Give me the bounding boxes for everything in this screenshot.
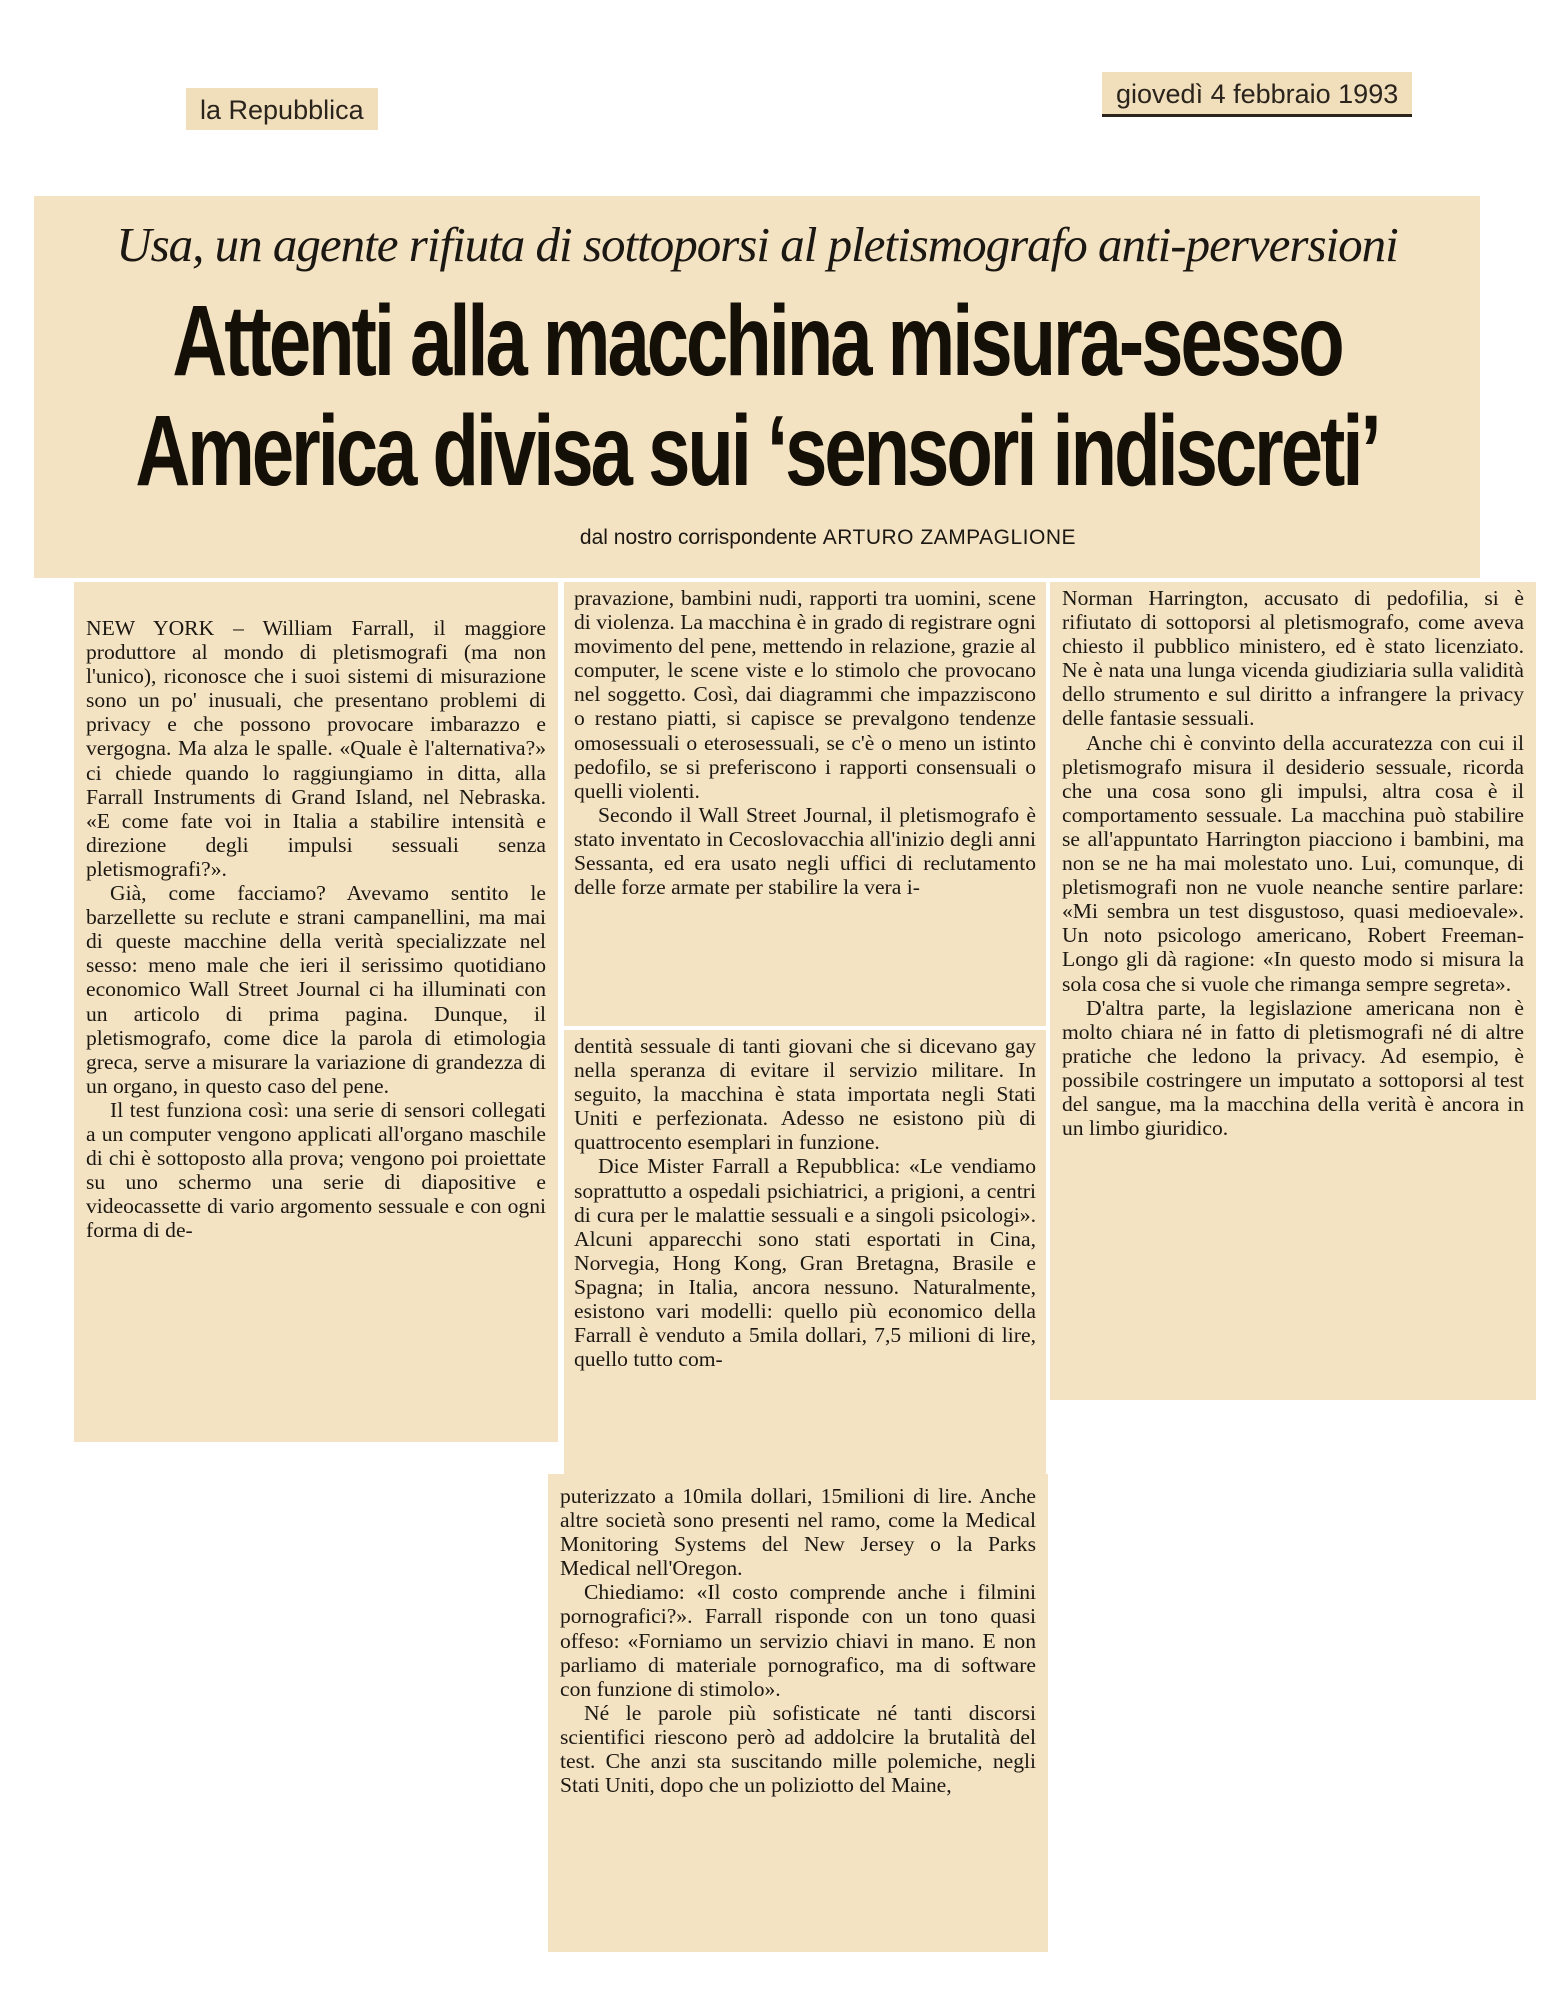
headline-block xyxy=(34,196,1480,578)
article-column-1 xyxy=(74,582,558,1442)
article-column-2-part-1 xyxy=(564,582,1046,1026)
paragraph: Anche chi è convinto della accuratezza con cui il pletismografo misura il desiderio sessuale, ricorda che una cosa sono gli impulsi, altra cosa è il comportamento sessuale. La macchina può stabilire se all'appuntato Harrington piacciono i bambini, ma non se ne ha mai molestato uno. Lui, comunque, di pletismografi non ne vuole neanche sentire parlare: «Mi sembra un test disgustoso, quasi medioevale». Un noto psicologo americano, Robert Freeman-Longo gli dà ragione: «In questo modo si misura la sola cosa che si vuole che rimanga sempre segreta». xyxy=(1062,730,1524,996)
paragraph: D'altra parte, la legislazione americana non è molto chiara né in fatto di pletismografi né di altre pratiche che ledono la privacy. Ad esempio, è possibile costringere un imputato a sottoporsi al test del sangue, ma la macchina della verità è ancora in un limbo giuridico. xyxy=(1062,995,1524,1141)
byline xyxy=(580,526,1076,550)
article-column-2-part-3 xyxy=(548,1474,1048,1952)
headline-line-2: America divisa sui ‘sensori indiscreti’ xyxy=(135,395,1379,508)
paragraph: Dice Mister Farrall a Repubblica: «Le vendiamo soprattutto a ospedali psichiatrici, a prigioni, a centri di cura per le malattie sessuali e a singoli psicologi». Alcuni apparecchi sono stati esportati in Cina, Norvegia, Hong Kong, Gran Bretagna, Brasile e Spagna; in Italia, ancora nessuno. Naturalmente, esistono vari modelli: quello più economico della Farrall è venduto a 5mila dollari, 7,5 milioni di lire, quello tutto com- xyxy=(574,1154,1036,1372)
paragraph: dentità sessuale di tanti giovani che si dicevano gay nella speranza di evitare il servizio militare. In seguito, la macchina è stata importata negli Stati Uniti e perfezionata. Adesso ne esistono più di quattrocento esemplari in funzione. xyxy=(574,1034,1036,1155)
paragraph: puterizzato a 10mila dollari, 15milioni di lire. Anche altre società sono presenti nel ramo, come la Medical Monitoring Systems del New Jersey o la Parks Medical nell'Oregon. xyxy=(560,1484,1036,1581)
paragraph: Norman Harrington, accusato di pedofilia, si è rifiutato di sottoporsi al pletismografo, come aveva chiesto il pubblico ministero, ed è stato licenziato. Ne è nata una lunga vicenda giudiziaria sulla validità dello strumento e sul diritto a infrangere la privacy delle fantasie sessuali. xyxy=(1062,586,1524,731)
publication-date: giovedì 4 febbraio 1993 xyxy=(1102,72,1412,117)
paragraph: pravazione, bambini nudi, rapporti tra uomini, scene di violenza. La macchina è in grado di registrare ogni movimento del pene, mettendo in relazione, grazie al computer, le scene viste e lo stimolo che provocano nel soggetto. Così, dai diagrammi che impazziscono o restano piatti, si capisce se prevalgono tendenze omosessuali o eterosessuali, se c'è o meno un istinto pedofilo, se si preferiscono i rapporti consensuali o quelli violenti. xyxy=(574,586,1036,803)
paragraph: Il test funziona così: una serie di sensori collegati a un computer vengono applicati all'organo maschile di chi è sottoposto alla prova; vengono poi proiettate su uno schermo una serie di diapositive e videocassette di vario argomento sessuale e con ogni forma di de- xyxy=(86,1097,546,1243)
paragraph: Né le parole più sofisticate né tanti discorsi scientifici riescono però ad addolcire la brutalità del test. Che anzi sta suscitando mille polemiche, negli Stati Uniti, dopo che un poliziotto del Maine, xyxy=(560,1700,1036,1798)
paragraph: Chiediamo: «Il costo comprende anche i filmini pornografici?». Farrall risponde con un tono quasi offeso: «Forniamo un servizio chiavi in mano. E non parliamo di materiale pornografico, ma di software con funzione di stimolo». xyxy=(560,1580,1036,1701)
article-column-3 xyxy=(1050,582,1536,1400)
paragraph: NEW YORK – William Farrall, il maggiore produttore al mondo di pletismografi (ma non l'unico), riconosce che i suoi sistemi di misurazione sono un po' inusuali, che presentano problemi di privacy e che possono provocare imbarazzo e vergogna. Ma alza le spalle. «Quale è l'alternativa?» ci chiede quando lo raggiungiamo in ditta, alla Farrall Instruments di Grand Island, nel Nebraska. «E come fate voi in Italia a stabilire intensità e direzione degli impulsi sessuali senza pletismografi?». xyxy=(86,616,546,881)
paragraph: Già, come facciamo? Avevamo sentito le barzellette su reclute e strani campanellini, ma mai di queste macchine della verità specializzate nel sesso: meno male che ieri il serissimo quotidiano economico Wall Street Journal ci ha illuminati con un articolo di prima pagina. Dunque, il pletismografo, come dice la parola di etimologia greca, serve a misurare la variazione di grandezza di un organo, in questo caso del pene. xyxy=(86,881,546,1098)
paragraph: Secondo il Wall Street Journal, il pletismografo è stato inventato in Cecoslovacchia all'inizio degli anni Sessanta, ed era usato negli uffici di reclutamento delle forze armate per stabilire la vera i- xyxy=(574,802,1036,900)
kicker: Usa, un agente rifiuta di sottoporsi al pletismografo anti-perversioni xyxy=(116,217,1398,272)
byline-prefix: dal nostro corrispondente xyxy=(579,526,817,549)
headline-line-1: Attenti alla macchina misura-sesso xyxy=(172,285,1342,398)
byline-author: ARTURO ZAMPAGLIONE xyxy=(822,526,1076,549)
article-column-2-part-2 xyxy=(564,1030,1046,1474)
newspaper-name: la Repubblica xyxy=(186,88,378,130)
